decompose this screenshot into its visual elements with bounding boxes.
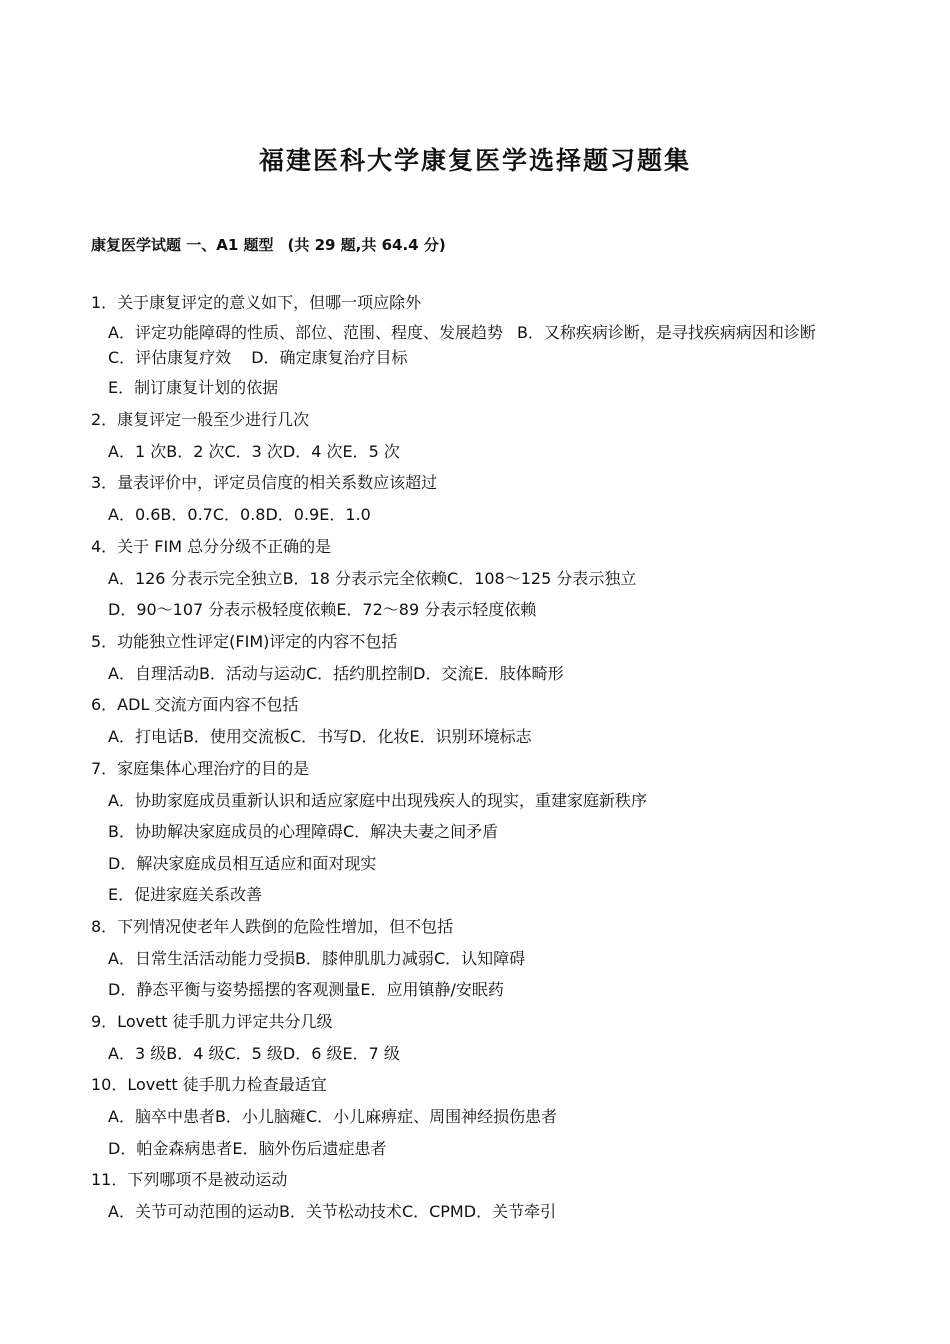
option-line	[108, 724, 532, 747]
option: D．4 次	[282, 442, 343, 461]
question-stem: 3．量表评价中，评定员信度的相关系数应该超过	[91, 473, 438, 492]
option: B．2 次	[166, 442, 225, 461]
option: C．解决夫妻之间矛盾	[342, 822, 499, 841]
option-line	[108, 1136, 386, 1159]
option: E．72～89 分表示轻度依赖	[336, 600, 537, 619]
option: A．自理活动	[108, 664, 199, 683]
option: D．6 级	[282, 1044, 343, 1063]
option: B．小儿脑瘫	[214, 1107, 306, 1126]
option: A．126 分表示完全独立	[108, 569, 283, 588]
question-stem: 11．下列哪项不是被动运动	[91, 1170, 288, 1189]
option: D．90～107 分表示极轻度依赖	[108, 600, 337, 619]
option: A．评定功能障碍的性质、部位、范围、程度、发展趋势	[108, 323, 503, 342]
option: B．协助解决家庭成员的心理障碍	[108, 822, 343, 841]
question-stem: 6．ADL 交流方面内容不包括	[91, 695, 299, 714]
option: D．0.9	[265, 505, 320, 524]
option-line	[108, 1041, 400, 1064]
document-title: 福建医科大学康复医学选择题习题集	[258, 146, 691, 175]
option: E．7 级	[342, 1044, 400, 1063]
option-line	[108, 661, 564, 684]
option: D．交流	[413, 664, 474, 683]
option: A．0.6	[108, 505, 161, 524]
option: D．帕金森病患者	[108, 1139, 233, 1158]
option: E．应用镇静/安眠药	[360, 980, 504, 999]
option: C．认知障碍	[433, 949, 526, 968]
option: B．关节松动技术	[278, 1202, 402, 1221]
question-stem: 10．Lovett 徒手肌力检查最适宜	[91, 1075, 327, 1094]
option: E．1.0	[319, 505, 371, 524]
option: B．4 级	[166, 1044, 225, 1063]
option: E．促进家庭关系改善	[108, 885, 263, 904]
option-line	[108, 1199, 556, 1222]
option-line	[108, 597, 536, 620]
option: E．脑外伤后遗症患者	[232, 1139, 387, 1158]
question-stem: 2．康复评定一般至少进行几次	[91, 410, 310, 429]
option: E．识别环境标志	[409, 727, 532, 746]
question-stem: 1．关于康复评定的意义如下，但哪一项应除外	[91, 293, 422, 312]
option: D．关节牵引	[463, 1202, 557, 1221]
option-line	[108, 439, 400, 462]
option: E．肢体畸形	[473, 664, 564, 683]
option-line	[108, 566, 636, 589]
option: C．书写	[289, 727, 350, 746]
option: A．协助家庭成员重新认识和适应家庭中出现残疾人的现实，重建家庭新秩序	[108, 791, 647, 810]
option: B．0.7	[160, 505, 213, 524]
option: A．3 级	[108, 1044, 167, 1063]
option: D．静态平衡与姿势摇摆的客观测量	[108, 980, 361, 999]
question-stem: 5．功能独立性评定(FIM)评定的内容不包括	[91, 632, 398, 651]
option: C．0.8	[212, 505, 266, 524]
option: B．活动与运动	[198, 664, 306, 683]
option: B．18 分表示完全依赖	[282, 569, 448, 588]
option: D．化妆	[349, 727, 410, 746]
option: E．5 次	[342, 442, 400, 461]
option-line	[108, 977, 504, 1000]
option: C．小儿麻痹症、周围神经损伤患者	[305, 1107, 558, 1126]
question-stem: 7．家庭集体心理治疗的目的是	[91, 759, 310, 778]
option: D．确定康复治疗目标	[251, 348, 408, 367]
option: C．5 级	[224, 1044, 283, 1063]
option: D．解决家庭成员相互适应和面对现实	[108, 854, 377, 873]
option: A．日常生活活动能力受损	[108, 949, 295, 968]
option: A．打电话	[108, 727, 183, 746]
option-line	[108, 946, 525, 969]
option-line	[108, 502, 371, 525]
option: B．膝伸肌肌力减弱	[294, 949, 434, 968]
option: C．CPM	[401, 1202, 464, 1221]
option: A．脑卒中患者	[108, 1107, 215, 1126]
option: A．1 次	[108, 442, 167, 461]
option-line	[108, 819, 498, 842]
question-stem: 8．下列情况使老年人跌倒的危险性增加，但不包括	[91, 917, 454, 936]
option: A．关节可动范围的运动	[108, 1202, 279, 1221]
option: B．又称疾病诊断，是寻找疾病病因和诊断	[516, 323, 816, 342]
option: C．括约肌控制	[305, 664, 414, 683]
option-block	[108, 320, 848, 370]
option-line	[108, 1104, 557, 1127]
section-label: 康复医学试题 一、A1 题型	[91, 236, 274, 254]
option: B．使用交流板	[182, 727, 290, 746]
question-stem: 4．关于 FIM 总分分级不正确的是	[91, 537, 332, 556]
section-info: (共 29 题,共 64.4 分)	[287, 236, 446, 254]
option: E．制订康复计划的依据	[108, 378, 279, 397]
section-heading	[91, 234, 446, 255]
option: C．108～125 分表示独立	[447, 569, 637, 588]
option: C．评估康复疗效	[108, 348, 232, 367]
question-stem: 9．Lovett 徒手肌力评定共分几级	[91, 1012, 333, 1031]
option: C．3 次	[224, 442, 283, 461]
